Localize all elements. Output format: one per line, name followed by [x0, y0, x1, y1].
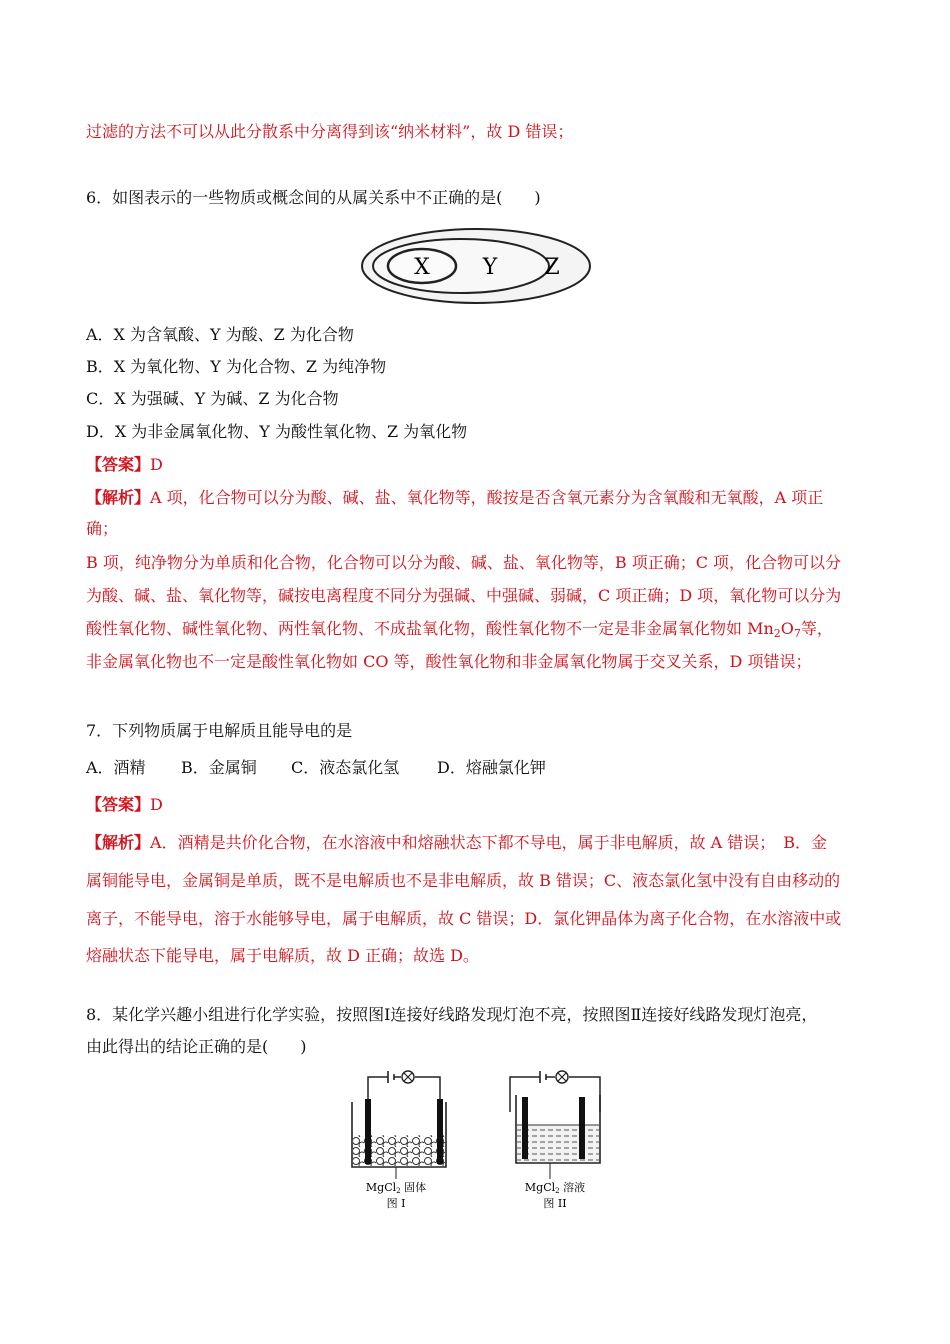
q6-analysis-text-5: 酸性氧化物、碱性氧化物、两性氧化物、不成盐氧化物，酸性氧化物不一定是非金属氧化物如: [86, 619, 748, 638]
prev-analysis-tail: 过滤的方法不可以从此分散系中分离得到该“纳米材料”，故 D 错误；: [86, 122, 574, 141]
battery-icon-2: [540, 1071, 546, 1083]
q7-analysis-line-4: 熔融状态下能导电，属于电解质，故 D 正确；故选 D。: [86, 946, 479, 965]
q7-option-b: B．金属铜: [181, 758, 257, 777]
electrode-right-2: [579, 1097, 585, 1159]
formula-mn2o7: $Mn_2O_7$: [747, 619, 801, 640]
q7-option-d: D．熔融氯化钾: [437, 758, 546, 777]
electrode-left-2: [522, 1097, 528, 1159]
venn-label-z: Z: [544, 255, 560, 280]
q7-option-c: C．液态氯化氢: [291, 758, 400, 777]
q6-option-d: D．X 为非金属氧化物、Y 为酸性氧化物、Z 为氧化物: [86, 422, 468, 441]
fig2-title: 图 II: [543, 1197, 567, 1210]
q6-option-a: A．X 为含氧酸、Y 为酸、Z 为化合物: [86, 325, 354, 344]
q7-analysis-line-3: 离子，不能导电，溶于水能够导电，属于电解质，故 C 错误；D．氯化钾晶体为离子化合物，在水溶液中或: [86, 909, 842, 928]
fig1-title: 图 I: [386, 1197, 406, 1210]
q6-analysis-line-3: B 项，纯净物分为单质和化合物，化合物可以分为酸、碱、盐、氧化物等，B 项正确；C 项，化合物可以分: [86, 553, 842, 572]
bulb-icon-2: [556, 1071, 568, 1083]
q7-analysis-line-1: [86, 833, 827, 853]
q7-analysis-line-2: 属铜能导电，金属铜是单质，既不是电解质也不是非电解质，故 B 错误；C、液态氯化氢中没有自由移动的: [86, 871, 841, 890]
solution-liquid: [517, 1125, 599, 1162]
q6-analysis-line-4: 为酸、碱、盐、氧化物等，碱按电离程度不同分为强碱、中强碱、弱碱，C 项正确；D 项，氧化物可以分为: [86, 586, 842, 605]
venn-label-x: X: [414, 255, 430, 280]
circuit-wire-1: [368, 1077, 440, 1132]
q6-analysis-text-1: A 项，化合物可以分为酸、碱、盐、氧化物等，酸按是否含氧元素分为含氧酸和无氧酸，A 项正: [150, 488, 824, 507]
fig2-caption: MgCl2 溶液: [524, 1181, 586, 1195]
q6-analysis-tag: 【解析】: [86, 488, 151, 507]
q6-analysis-line-1: [86, 488, 823, 508]
q7-analysis-text-1: A．酒精是共价化合物，在水溶液中和熔融状态下都不导电，属于非电解质，故 A 错误； B．金: [150, 833, 828, 852]
q6-answer-tag: 【答案】: [86, 455, 151, 474]
bulb-icon: [402, 1071, 414, 1083]
battery-icon: [388, 1071, 394, 1083]
q6-analysis-text-5b: 等，: [800, 619, 833, 638]
q8-figure-1: [340, 1067, 450, 1212]
fig1-caption: MgCl2 固体: [365, 1181, 427, 1195]
q6-analysis-line-2: 确；: [86, 519, 119, 538]
q6-analysis-line-6: 非金属氧化物也不一定是酸性氧化物如 CO 等，酸性氧化物和非金属氧化物属于交叉关系，D 项错误；: [86, 652, 812, 671]
venn-label-y: Y: [482, 255, 498, 280]
q7-analysis-tag: 【解析】: [86, 833, 151, 852]
q6-option-c: C．X 为强碱、Y 为碱、Z 为化合物: [86, 389, 339, 408]
electrode-left: [365, 1099, 371, 1164]
electrode-right: [437, 1099, 443, 1164]
q8-stem-line-2: 由此得出的结论正确的是( ): [86, 1037, 307, 1056]
q6-answer: [86, 455, 163, 475]
q7-answer: [86, 795, 163, 815]
q8-figure-2: [500, 1067, 610, 1212]
q6-stem: 6．如图表示的一些物质或概念间的从属关系中不正确的是( ): [86, 188, 541, 207]
q7-answer-tag: 【答案】: [86, 795, 151, 814]
q6-analysis-line-5: [86, 619, 833, 639]
q7-options: [86, 758, 546, 778]
q7-stem: 7．下列物质属于电解质且能导电的是: [86, 721, 353, 740]
q6-answer-value: D: [150, 455, 163, 474]
q7-answer-value: D: [150, 795, 163, 814]
q6-venn-diagram: [358, 226, 594, 306]
q7-option-a: A．酒精: [86, 758, 146, 777]
q8-stem-line-1: 8．某化学兴趣小组进行化学实验，按照图Ⅰ连接好线路发现灯泡不亮，按照图Ⅱ连接好线路发现灯泡亮，: [86, 1005, 818, 1024]
q6-option-b: B．X 为氧化物、Y 为化合物、Z 为纯净物: [86, 357, 387, 376]
